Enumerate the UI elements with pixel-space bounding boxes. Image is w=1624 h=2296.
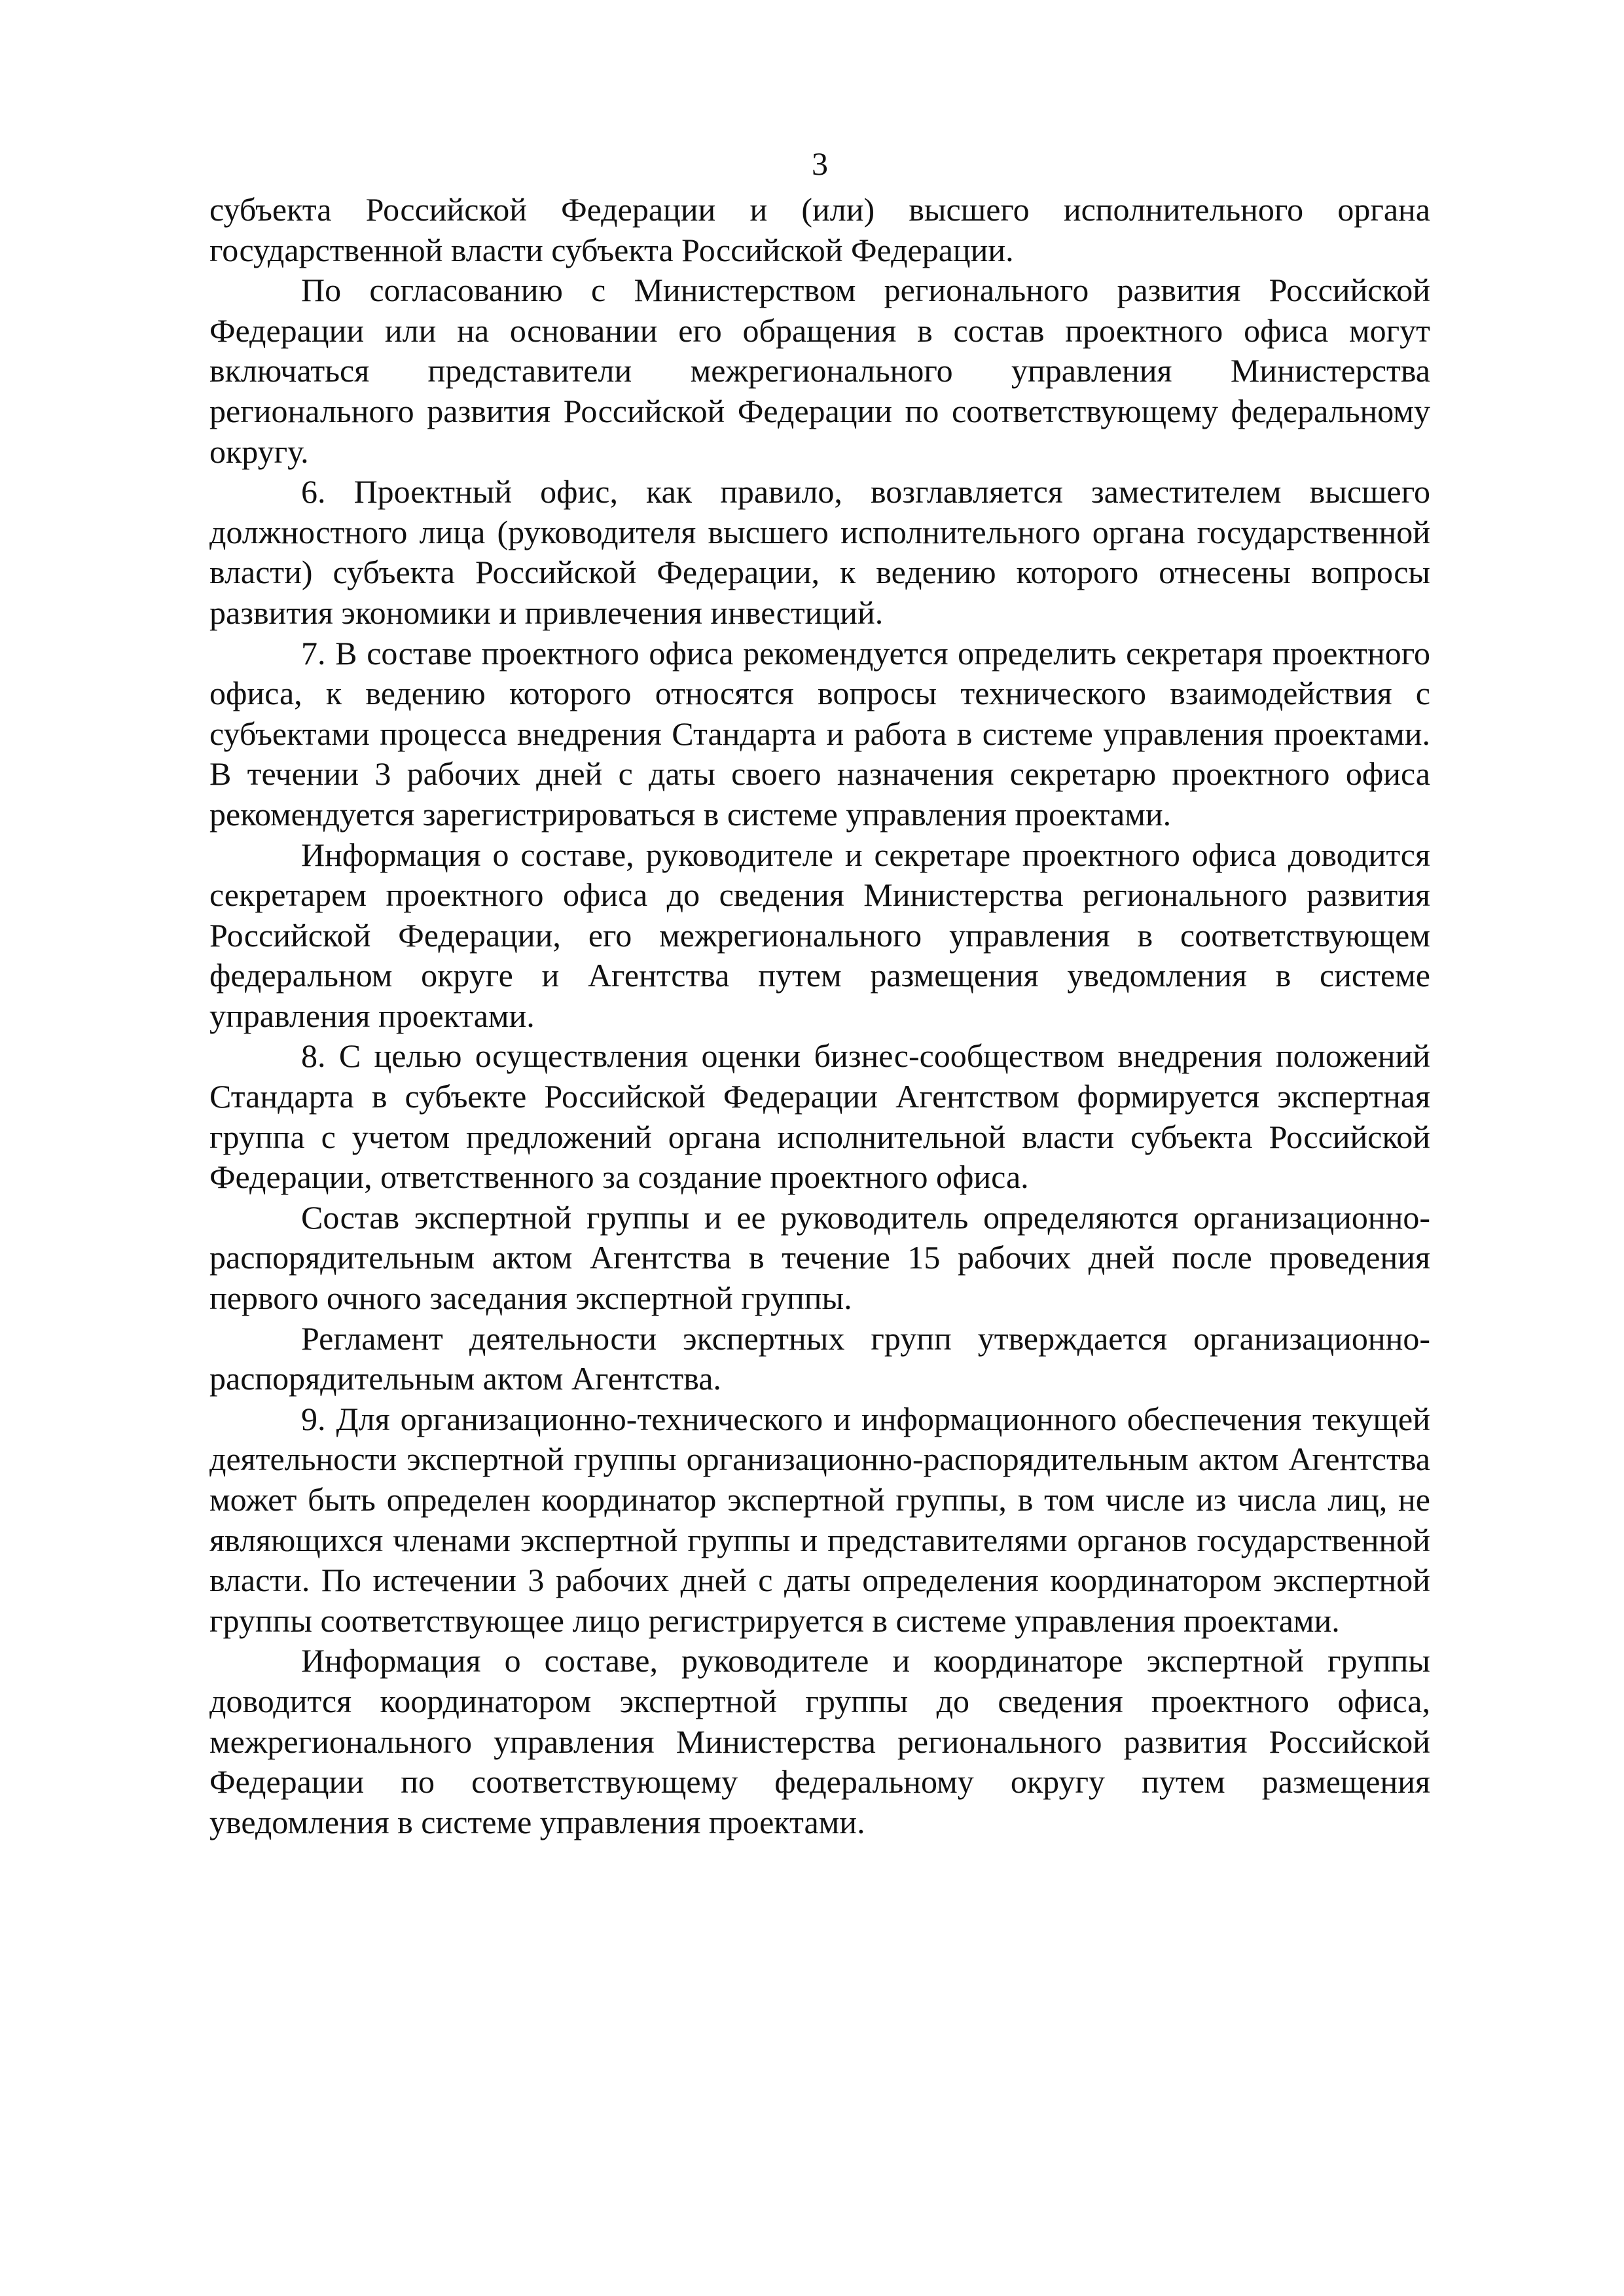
paragraph-group-composition: Состав экспертной группы и ее руководитель определяются организационно-распорядительным актом Агентства в течение 15 рабочих дней после проведения первого очного заседания экспертной группы. — [209, 1198, 1430, 1317]
paragraph-item-8: 8. С целью осуществления оценки бизнес-сообществом внедрения положений Стандарта в субъекте Российской Федерации Агентством формируется экспертная группа с учетом предложений органа исполнительной власти субъекта Российской Федерации, ответственного за создание проектного офиса. — [209, 1037, 1430, 1196]
paragraph-item-6: 6. Проектный офис, как правило, возглавляется заместителем высшего должностного лица (руководителя высшего исполнительного органа государственной власти) субъекта Российской Федерации, к ведению которого отнесены вопросы развития экономики и привлечения инвестиций. — [209, 473, 1430, 631]
page-number: 3 — [812, 145, 828, 182]
paragraph-group-regulation: Регламент деятельности экспертных групп утверждается организационно-распорядительным актом Агентства. — [209, 1319, 1430, 1397]
paragraph-ministry-agreement: По согласованию с Министерством регионального развития Российской Федерации или на основании его обращения в состав проектного офиса могут включаться представители межрегионального управления Министерства регионального развития Российской Федерации по соответствующему федеральному округу. — [209, 272, 1430, 470]
paragraph-office-info: Информация о составе, руководителе и секретаре проектного офиса доводится секретарем проектного офиса до сведения Министерства регионального развития Российской Федерации, его межрегионального управления в соответствующем федеральном округе и Агентства путем размещения уведомления в системе управления проектами. — [209, 836, 1430, 1034]
paragraph-item-9: 9. Для организационно-технического и информационного обеспечения текущей деятельности экспертной группы организационно-распорядительным актом Агентства может быть определен координатор экспертной группы, в том числе из числа лиц, не являющихся членами экспертной группы и представителями органов государственной власти. По истечении 3 рабочих дней с даты определения координатором экспертной группы соответствующее лицо регистрируется в системе управления проектами. — [209, 1400, 1430, 1639]
document-page — [209, 144, 1430, 1842]
paragraph-item-7: 7. В составе проектного офиса рекомендуется определить секретаря проектного офиса, к ведению которого относятся вопросы технического взаимодействия с субъектами процесса внедрения Стандарта и работа в системе управления проектами. В течении 3 рабочих дней с даты своего назначения секретарю проектного офиса рекомендуется зарегистрироваться в системе управления проектами. — [209, 634, 1430, 833]
paragraph-continuation: субъекта Российской Федерации и (или) высшего исполнительного органа государственной власти субъекта Российской Федерации. — [209, 191, 1430, 268]
paragraph-group-info: Информация о составе, руководителе и координаторе экспертной группы доводится координатором экспертной группы до сведения проектного офиса, межрегионального управления Министерства регионального развития Российской Федерации по соответствующему федеральному округу путем размещения уведомления в системе управления проектами. — [209, 1642, 1430, 1840]
